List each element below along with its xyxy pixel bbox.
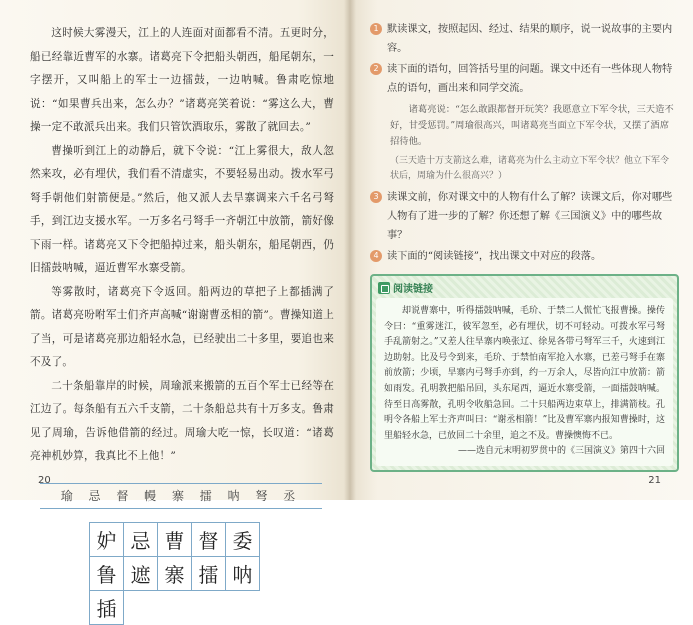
grid-character: 呐: [225, 556, 260, 591]
grid-character: 寨: [157, 556, 192, 591]
reading-link-box: [370, 274, 679, 472]
exercise-item-3: [370, 188, 679, 245]
page-number-right: 21: [648, 475, 661, 486]
reading-link-header: [378, 280, 673, 295]
grid-character: 妒: [89, 522, 124, 557]
grid-character: 曹: [157, 522, 192, 557]
exercise-item-2: [370, 60, 679, 98]
reading-link-content: [376, 298, 673, 466]
grid-character: 鲁: [89, 556, 124, 591]
exercise-number-badge: 1: [370, 23, 382, 35]
grid-character: 委: [225, 522, 260, 557]
right-page: [350, 0, 693, 500]
grid-character: 插: [89, 590, 124, 625]
vocabulary-strip: 瑜 忌 督 幔 寨 擂 呐 弩 丞: [40, 483, 322, 509]
quoted-passage: 诸葛亮说：“怎么敢跟都督开玩笑？我愿意立下军令状，三天造不好，甘受惩罚。”周瑜很高兴，叫诸葛亮当面立下军令状，又摆了酒席招待他。: [390, 104, 674, 147]
exercise-item-4: [370, 247, 679, 266]
grid-character: 擂: [191, 556, 226, 591]
book-icon: [378, 282, 390, 294]
quoted-passage-question: （三天造十万支箭这么难，诸葛亮为什么主动立下军令状？他立下军令状后，周瑜为什么很高兴？）: [390, 156, 670, 181]
exercise-number-badge: 3: [370, 191, 382, 203]
exercise-text: 读课文前，你对课文中的人物有什么了解？读课文后，你对哪些人物有了进一步的了解？你还想了解《三国演义》中的哪些故事？: [387, 192, 673, 241]
reading-link-text: 却说曹寨中，听得擂鼓呐喊，毛玠、于禁二人慌忙飞报曹操。操传令曰：“重雾迷江，彼军忽至，必有埋伏，切不可轻动。可拨水军弓弩手乱箭射之。”又差人往旱寨内唤张辽、徐晃各带弓弩军三千，火速到江边助射。比及号令到来，毛玠、于禁怕南军抢入水寨，已差弓弩手在寨前放箭；少顷，旱寨内弓弩手亦到，约一万余人，尽皆向江中放箭：箭如雨发。孔明教把船吊回，头东尾西，逼近水寨受箭，一面擂鼓呐喊。待至日高雾散，孔明令收船急回。二十只船两边束草上，排满箭枝。孔明令各船上军士齐声叫曰：“谢丞相箭！”比及曹军寨内报知曹操时，这里船轻水急，已放回二十余里，追之不及。曹操懊悔不已。: [384, 306, 665, 441]
story-paragraph-4: 二十条船靠岸的时候，周瑜派来搬箭的五百个军士已经等在江边了。每条船有五六千支箭，二十条船总共有十万多支。鲁肃见了周瑜，告诉他借箭的经过。周瑜大吃一惊，长叹道：“诸葛亮神机妙算，我真比不上他！”: [30, 379, 334, 462]
exercise-number-badge: 2: [370, 63, 382, 75]
exercise-text: 读下面的语句，回答括号里的问题。课文中还有一些体现人物特点的语句，画出来和同学交流。: [387, 64, 673, 94]
reading-link-title: 阅读链接: [393, 284, 433, 295]
grid-character: 遮: [123, 556, 158, 591]
story-paragraph-1: 这时候大雾漫天，江上的人连面对面都看不清。五更时分，船已经靠近曹军的水寨。诸葛亮下令把船头朝西，船尾朝东，一字摆开，又叫船上的军士一边擂鼓，一边呐喊。鲁肃吃惊地说：“如果曹兵出来，怎么办？”诸葛亮笑着说：“雾这么大，曹操一定不敢派兵出来。我们只管饮酒取乐，雾散了就回去。”: [30, 27, 334, 133]
exercise-text: 默读课文，按照起因、经过、结果的顺序，说一说故事的主要内容。: [387, 24, 673, 54]
exercise-number-badge: 4: [370, 250, 382, 262]
character-writing-grid: [90, 523, 334, 625]
story-paragraph-2: 曹操听到江上的动静后，就下令说：“江上雾很大，敌人忽然来攻，必有埋伏，我们看不清虚实，不要轻易出动。拨水军弓弩手朝他们射箭便是。”然后，他又派人去旱寨调来六千名弓弩手，到江边支援水军。一万多名弓弩手一齐朝江中放箭，箭好像下雨一样。诸葛亮又下令把船掉过来，船头朝东，船尾朝西，仍旧擂鼓呐喊，逼近曹军水寨受箭。: [30, 144, 334, 274]
page-number-left: 20: [38, 475, 51, 486]
grid-character: 忌: [123, 522, 158, 557]
grid-character: 督: [191, 522, 226, 557]
story-paragraph-3: 等雾散时，诸葛亮下令返回。船两边的草把子上都插满了箭。诸葛亮吩咐军士们齐声高喊“谢谢曹丞相的箭”。曹操知道上了当，可是诸葛亮那边船轻水急，已经驶出二十多里，要追也来不及了。: [30, 285, 334, 368]
exercise-text: 读下面的“阅读链接”，找出课文中对应的段落。: [387, 251, 602, 262]
exercise-item-1: [370, 20, 679, 58]
reading-link-source: ——选自元末明初罗贯中的《三国演义》第四十六回: [457, 446, 665, 457]
